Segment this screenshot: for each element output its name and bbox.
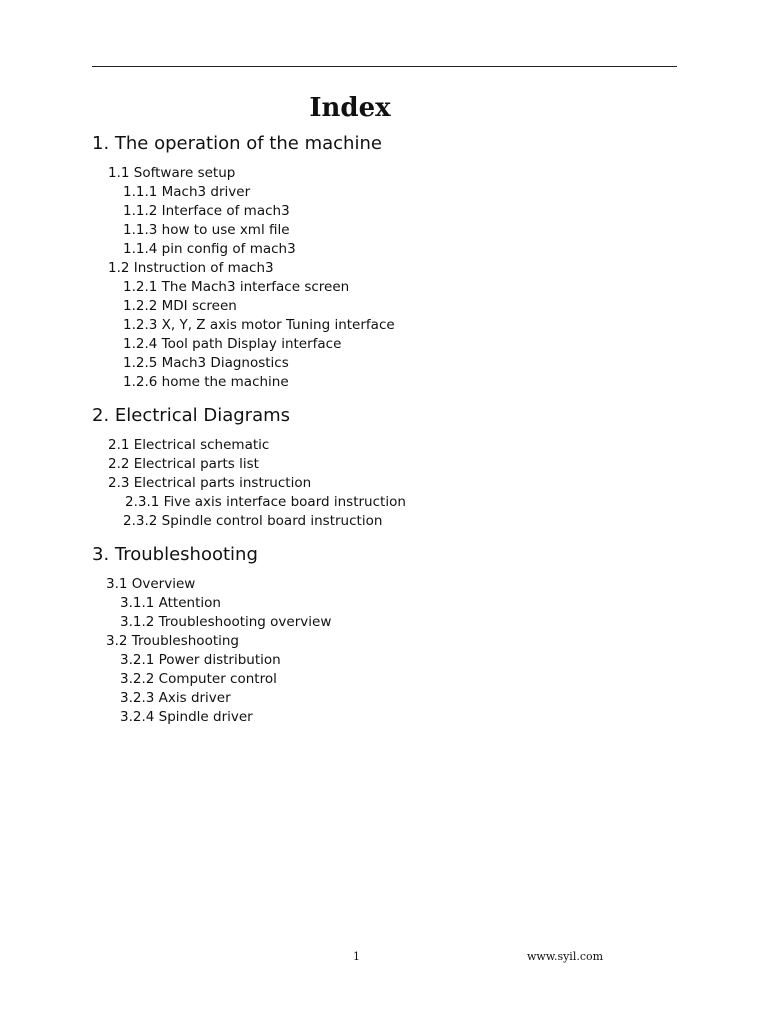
toc-entry[interactable]: 3.1.1 Attention	[120, 595, 221, 611]
toc-entry[interactable]: 3.2.3 Axis driver	[120, 690, 231, 706]
toc-entry[interactable]: 1.2.1 The Mach3 interface screen	[123, 279, 350, 295]
toc-entry[interactable]: 1.2.4 Tool path Display interface	[123, 336, 342, 352]
toc-entry[interactable]: 3.2 Troubleshooting	[106, 633, 239, 649]
section-heading: 1. The operation of the machine	[92, 133, 382, 154]
toc-entry[interactable]: 1.1.2 Interface of mach3	[123, 203, 290, 219]
section-heading: 3. Troubleshooting	[92, 544, 258, 565]
toc-entry[interactable]: 1.1 Software setup	[108, 165, 236, 181]
section-1	[92, 130, 692, 392]
toc-entry[interactable]: 2.3.2 Spindle control board instruction	[123, 513, 383, 529]
section-3	[92, 541, 692, 727]
toc-entry[interactable]: 1.2.6 home the machine	[123, 374, 289, 390]
page-number: 1	[353, 950, 360, 963]
toc-entry[interactable]: 1.2.2 MDI screen	[123, 298, 237, 314]
toc-entry[interactable]: 1.2 Instruction of mach3	[108, 260, 274, 276]
toc-entry[interactable]: 2.1 Electrical schematic	[108, 437, 270, 453]
toc-entry[interactable]: 3.1.2 Troubleshooting overview	[120, 614, 332, 630]
toc-entry[interactable]: 3.2.4 Spindle driver	[120, 709, 253, 725]
toc-entry[interactable]: 2.3.1 Five axis interface board instruction	[125, 494, 406, 510]
toc-entry[interactable]: 3.2.2 Computer control	[120, 671, 277, 687]
toc-entry[interactable]: 1.2.5 Mach3 Diagnostics	[123, 355, 289, 371]
header-rule	[92, 66, 677, 67]
toc-entry[interactable]: 3.2.1 Power distribution	[120, 652, 281, 668]
section-2	[92, 402, 692, 531]
toc-entry[interactable]: 1.1.4 pin config of mach3	[123, 241, 296, 257]
toc-entry[interactable]: 1.1.3 how to use xml file	[123, 222, 290, 238]
toc-entry[interactable]: 1.1.1 Mach3 driver	[123, 184, 251, 200]
table-of-contents	[92, 130, 692, 727]
toc-entry[interactable]: 2.3 Electrical parts instruction	[108, 475, 312, 491]
section-heading: 2. Electrical Diagrams	[92, 405, 291, 426]
toc-entry[interactable]: 2.2 Electrical parts list	[108, 456, 259, 472]
toc-entry[interactable]: 3.1 Overview	[106, 576, 196, 592]
page-title: Index	[309, 93, 391, 123]
toc-entry[interactable]: 1.2.3 X, Y, Z axis motor Tuning interface	[123, 317, 395, 333]
footer-website: www.syil.com	[527, 950, 604, 963]
